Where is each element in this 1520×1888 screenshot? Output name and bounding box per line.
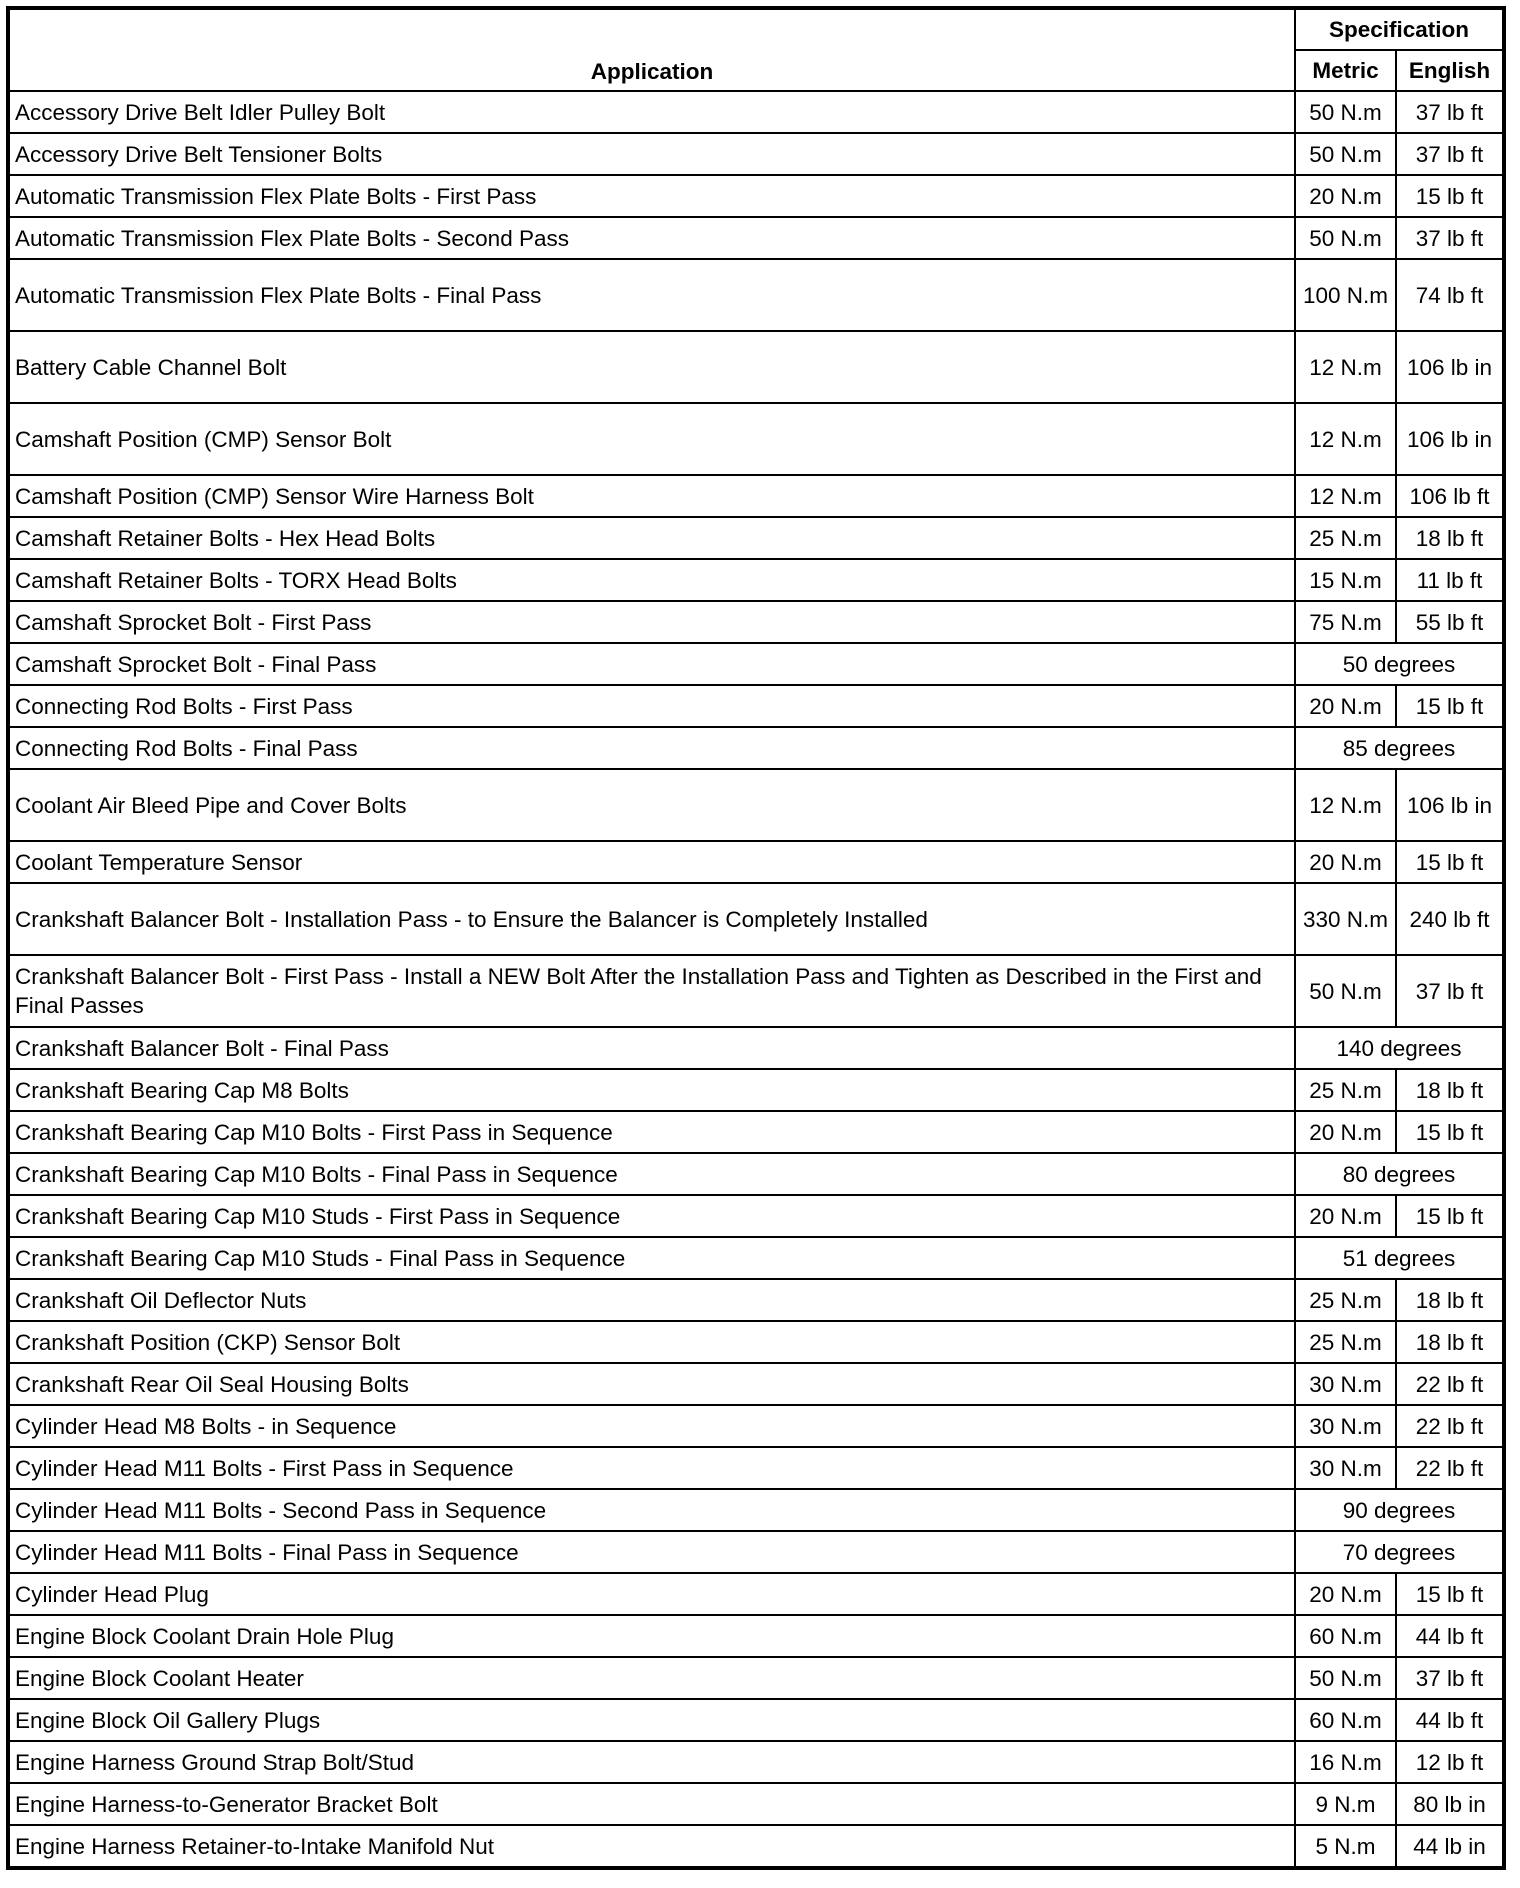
english-cell: 15 lb ft xyxy=(1396,1195,1504,1237)
table-row xyxy=(8,1783,1504,1825)
table-row xyxy=(8,91,1504,133)
table-row xyxy=(8,217,1504,259)
table-row xyxy=(8,133,1504,175)
table-row xyxy=(8,1111,1504,1153)
application-cell: Camshaft Retainer Bolts - Hex Head Bolts xyxy=(8,517,1295,559)
application-cell: Connecting Rod Bolts - Final Pass xyxy=(8,727,1295,769)
table-row xyxy=(8,601,1504,643)
metric-cell: 12 N.m xyxy=(1295,475,1396,517)
spec-span-cell: 51 degrees xyxy=(1295,1237,1504,1279)
english-cell: 80 lb in xyxy=(1396,1783,1504,1825)
header-specification: Specification xyxy=(1295,8,1504,50)
english-cell: 240 lb ft xyxy=(1396,883,1504,955)
table-row xyxy=(8,559,1504,601)
table-row xyxy=(8,175,1504,217)
metric-cell: 50 N.m xyxy=(1295,91,1396,133)
application-cell: Camshaft Retainer Bolts - TORX Head Bolts xyxy=(8,559,1295,601)
application-cell: Crankshaft Bearing Cap M10 Studs - Final Pass in Sequence xyxy=(8,1237,1295,1279)
application-cell: Crankshaft Bearing Cap M10 Bolts - First Pass in Sequence xyxy=(8,1111,1295,1153)
table-row xyxy=(8,403,1504,475)
application-cell: Camshaft Sprocket Bolt - First Pass xyxy=(8,601,1295,643)
metric-cell: 15 N.m xyxy=(1295,559,1396,601)
english-cell: 11 lb ft xyxy=(1396,559,1504,601)
application-cell: Engine Harness-to-Generator Bracket Bolt xyxy=(8,1783,1295,1825)
application-cell: Automatic Transmission Flex Plate Bolts - First Pass xyxy=(8,175,1295,217)
english-cell: 18 lb ft xyxy=(1396,1321,1504,1363)
table-row xyxy=(8,1573,1504,1615)
metric-cell: 5 N.m xyxy=(1295,1825,1396,1868)
table-row xyxy=(8,1699,1504,1741)
application-cell: Accessory Drive Belt Idler Pulley Bolt xyxy=(8,91,1295,133)
english-cell: 18 lb ft xyxy=(1396,517,1504,559)
english-cell: 15 lb ft xyxy=(1396,685,1504,727)
english-cell: 37 lb ft xyxy=(1396,955,1504,1027)
table-row xyxy=(8,1657,1504,1699)
metric-cell: 60 N.m xyxy=(1295,1699,1396,1741)
english-cell: 44 lb in xyxy=(1396,1825,1504,1868)
metric-cell: 12 N.m xyxy=(1295,403,1396,475)
application-cell: Automatic Transmission Flex Plate Bolts - Second Pass xyxy=(8,217,1295,259)
metric-cell: 30 N.m xyxy=(1295,1447,1396,1489)
application-cell: Automatic Transmission Flex Plate Bolts - Final Pass xyxy=(8,259,1295,331)
metric-cell: 25 N.m xyxy=(1295,1321,1396,1363)
metric-cell: 25 N.m xyxy=(1295,517,1396,559)
application-cell: Engine Block Oil Gallery Plugs xyxy=(8,1699,1295,1741)
table-row xyxy=(8,475,1504,517)
application-cell: Cylinder Head M8 Bolts - in Sequence xyxy=(8,1405,1295,1447)
metric-cell: 50 N.m xyxy=(1295,217,1396,259)
application-cell: Accessory Drive Belt Tensioner Bolts xyxy=(8,133,1295,175)
metric-cell: 100 N.m xyxy=(1295,259,1396,331)
application-cell: Engine Block Coolant Drain Hole Plug xyxy=(8,1615,1295,1657)
table-row xyxy=(8,1363,1504,1405)
spec-span-cell: 70 degrees xyxy=(1295,1531,1504,1573)
application-cell: Cylinder Head M11 Bolts - Final Pass in Sequence xyxy=(8,1531,1295,1573)
metric-cell: 330 N.m xyxy=(1295,883,1396,955)
application-cell: Engine Block Coolant Heater xyxy=(8,1657,1295,1699)
application-cell: Coolant Air Bleed Pipe and Cover Bolts xyxy=(8,769,1295,841)
metric-cell: 50 N.m xyxy=(1295,133,1396,175)
application-cell: Camshaft Sprocket Bolt - Final Pass xyxy=(8,643,1295,685)
metric-cell: 30 N.m xyxy=(1295,1363,1396,1405)
table-row xyxy=(8,841,1504,883)
spec-span-cell: 140 degrees xyxy=(1295,1027,1504,1069)
application-cell: Crankshaft Bearing Cap M8 Bolts xyxy=(8,1069,1295,1111)
english-cell: 106 lb in xyxy=(1396,403,1504,475)
metric-cell: 30 N.m xyxy=(1295,1405,1396,1447)
table-row xyxy=(8,517,1504,559)
table-row xyxy=(8,1153,1504,1195)
metric-cell: 60 N.m xyxy=(1295,1615,1396,1657)
table-row xyxy=(8,1825,1504,1868)
table-row xyxy=(8,1237,1504,1279)
application-cell: Crankshaft Balancer Bolt - Installation Pass - to Ensure the Balancer is Completely Installed xyxy=(8,883,1295,955)
table-row xyxy=(8,643,1504,685)
english-cell: 37 lb ft xyxy=(1396,133,1504,175)
table-row xyxy=(8,1531,1504,1573)
application-cell: Battery Cable Channel Bolt xyxy=(8,331,1295,403)
application-cell: Crankshaft Bearing Cap M10 Studs - First Pass in Sequence xyxy=(8,1195,1295,1237)
application-cell: Connecting Rod Bolts - First Pass xyxy=(8,685,1295,727)
torque-spec-table xyxy=(6,6,1506,1870)
english-cell: 106 lb ft xyxy=(1396,475,1504,517)
table-row xyxy=(8,1447,1504,1489)
table-row xyxy=(8,685,1504,727)
application-cell: Crankshaft Balancer Bolt - First Pass - Install a NEW Bolt After the Installation Pass and Tighten as Described in the First and Final Passes xyxy=(8,955,1295,1027)
application-cell: Camshaft Position (CMP) Sensor Bolt xyxy=(8,403,1295,475)
application-cell: Crankshaft Rear Oil Seal Housing Bolts xyxy=(8,1363,1295,1405)
table-row xyxy=(8,1069,1504,1111)
metric-cell: 25 N.m xyxy=(1295,1279,1396,1321)
metric-cell: 20 N.m xyxy=(1295,175,1396,217)
table-row xyxy=(8,883,1504,955)
metric-cell: 75 N.m xyxy=(1295,601,1396,643)
english-cell: 22 lb ft xyxy=(1396,1447,1504,1489)
metric-cell: 20 N.m xyxy=(1295,841,1396,883)
spec-span-cell: 85 degrees xyxy=(1295,727,1504,769)
table-row xyxy=(8,1027,1504,1069)
application-cell: Crankshaft Bearing Cap M10 Bolts - Final Pass in Sequence xyxy=(8,1153,1295,1195)
table-row xyxy=(8,1489,1504,1531)
english-cell: 22 lb ft xyxy=(1396,1405,1504,1447)
english-cell: 55 lb ft xyxy=(1396,601,1504,643)
table-row xyxy=(8,1615,1504,1657)
spec-span-cell: 80 degrees xyxy=(1295,1153,1504,1195)
english-cell: 15 lb ft xyxy=(1396,841,1504,883)
spec-span-cell: 90 degrees xyxy=(1295,1489,1504,1531)
application-cell: Coolant Temperature Sensor xyxy=(8,841,1295,883)
table-row xyxy=(8,727,1504,769)
application-cell: Cylinder Head M11 Bolts - First Pass in Sequence xyxy=(8,1447,1295,1489)
metric-cell: 12 N.m xyxy=(1295,331,1396,403)
table-row xyxy=(8,1321,1504,1363)
english-cell: 37 lb ft xyxy=(1396,217,1504,259)
table-row xyxy=(8,1279,1504,1321)
application-cell: Crankshaft Oil Deflector Nuts xyxy=(8,1279,1295,1321)
table-row xyxy=(8,1741,1504,1783)
table-row xyxy=(8,955,1504,1027)
english-cell: 15 lb ft xyxy=(1396,175,1504,217)
english-cell: 15 lb ft xyxy=(1396,1111,1504,1153)
english-cell: 18 lb ft xyxy=(1396,1279,1504,1321)
table-row xyxy=(8,259,1504,331)
metric-cell: 20 N.m xyxy=(1295,1111,1396,1153)
metric-cell: 20 N.m xyxy=(1295,685,1396,727)
english-cell: 106 lb in xyxy=(1396,769,1504,841)
application-cell: Crankshaft Position (CKP) Sensor Bolt xyxy=(8,1321,1295,1363)
spec-span-cell: 50 degrees xyxy=(1295,643,1504,685)
english-cell: 37 lb ft xyxy=(1396,1657,1504,1699)
metric-cell: 20 N.m xyxy=(1295,1573,1396,1615)
table-row xyxy=(8,1405,1504,1447)
english-cell: 37 lb ft xyxy=(1396,91,1504,133)
metric-cell: 25 N.m xyxy=(1295,1069,1396,1111)
english-cell: 22 lb ft xyxy=(1396,1363,1504,1405)
application-cell: Engine Harness Ground Strap Bolt/Stud xyxy=(8,1741,1295,1783)
header-metric: Metric xyxy=(1295,50,1396,91)
application-cell: Camshaft Position (CMP) Sensor Wire Harness Bolt xyxy=(8,475,1295,517)
table-row xyxy=(8,769,1504,841)
header-english: English xyxy=(1396,50,1504,91)
application-cell: Crankshaft Balancer Bolt - Final Pass xyxy=(8,1027,1295,1069)
english-cell: 106 lb in xyxy=(1396,331,1504,403)
english-cell: 74 lb ft xyxy=(1396,259,1504,331)
metric-cell: 16 N.m xyxy=(1295,1741,1396,1783)
table-row xyxy=(8,331,1504,403)
english-cell: 15 lb ft xyxy=(1396,1573,1504,1615)
metric-cell: 9 N.m xyxy=(1295,1783,1396,1825)
metric-cell: 50 N.m xyxy=(1295,955,1396,1027)
application-cell: Cylinder Head Plug xyxy=(8,1573,1295,1615)
header-application: Application xyxy=(8,8,1295,91)
application-cell: Cylinder Head M11 Bolts - Second Pass in Sequence xyxy=(8,1489,1295,1531)
english-cell: 44 lb ft xyxy=(1396,1699,1504,1741)
application-cell: Engine Harness Retainer-to-Intake Manifold Nut xyxy=(8,1825,1295,1868)
table-body xyxy=(8,91,1504,1868)
metric-cell: 50 N.m xyxy=(1295,1657,1396,1699)
table-row xyxy=(8,1195,1504,1237)
metric-cell: 20 N.m xyxy=(1295,1195,1396,1237)
english-cell: 44 lb ft xyxy=(1396,1615,1504,1657)
english-cell: 18 lb ft xyxy=(1396,1069,1504,1111)
english-cell: 12 lb ft xyxy=(1396,1741,1504,1783)
metric-cell: 12 N.m xyxy=(1295,769,1396,841)
